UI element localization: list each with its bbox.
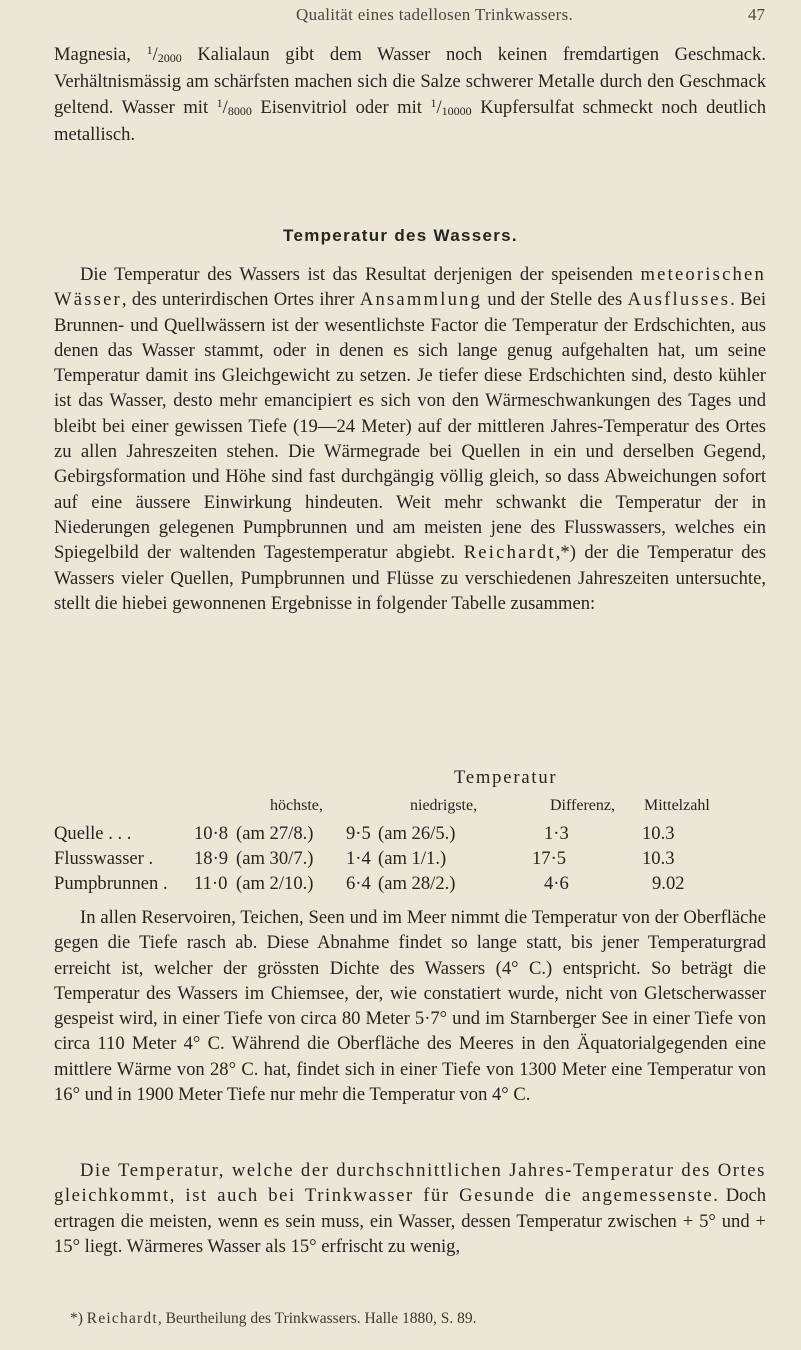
- footnote: [70, 1310, 770, 1328]
- text-run: ,*) der die Temperatur des Wassers vieler Quellen, Pumpbrunnen und Flüsse zu verschiedenen Jahreszeiten untersuchte, stellt die hiebei gewonnenen Ergebnisse in folgender Tabelle zusammen:: [54, 542, 766, 614]
- column-header-mean: Mittelzahl: [644, 797, 710, 814]
- text-run: Kalialaun gibt dem Wasser noch keinen fremdartigen Geschmack. Verhältnismässig am schärfsten machen sich die Salze schwerer Metalle durch den Geschmack geltend. Wasser mit: [54, 44, 766, 118]
- cell-min: 6·4: [346, 873, 371, 894]
- cell-diff: 4·6: [544, 873, 569, 894]
- text-run: Kupfersulfat schmeckt noch deutlich metallisch.: [54, 96, 766, 145]
- table-row: [54, 873, 766, 898]
- cell-min: 9·5: [346, 823, 371, 844]
- cell-min-date: (am 1/1.): [378, 848, 447, 869]
- text-run: Eisenvitriol oder mit: [251, 96, 431, 118]
- cell-mean: 10.3: [642, 823, 675, 844]
- row-label: Flusswasser .: [54, 848, 154, 869]
- cell-min-date: (am 28/2.): [378, 873, 456, 894]
- author-reichardt: Reichardt: [463, 542, 556, 564]
- text-run: . Bei Brunnen- und Quellwässern ist der wesentlichste Factor die Temperatur der Erdschichten, aus denen das Wasser stammt, oder in denen es sich lange genug aufgehalten hat, um seine Temperatur damit ins Gleichgewicht zu setzen. Je tiefer diese Erdschichten sind, desto kühler ist das Wasser, desto mehr emancipiert es sich von den Wärmeschwankungen des Tages und bleibt bei einer gewissen Tiefe (19—24 Meter) auf der mittleren Jahres-Temperatur des Ortes zu allen Jahreszeiten stehen. Die Wärmegrade bei Quellen in ein und derselben Gegend, Gebirgsformation und Höhe sind fast durchgängig völlig gleich, so dass Abweichungen sofort auf eine äussere Einwirkung hindeuten. Weit mehr schwankt die Temperatur der in Niederungen gelegenen Pumpbrunnen und am meisten jene des Flusswassers, welches ein Spiegelbild der waltenden Tagestemperatur abgiebt.: [54, 289, 766, 564]
- cell-min-date: (am 26/5.): [378, 823, 456, 844]
- cell-max: 11·0: [194, 873, 228, 894]
- paragraph-temperatur: [54, 262, 766, 616]
- cell-max-date: (am 30/7.): [236, 848, 314, 869]
- cell-max: 10·8: [194, 823, 229, 844]
- text-run: , des unterirdischen Ortes ihrer: [121, 289, 360, 311]
- fraction-denominator: 2000: [157, 51, 182, 65]
- fraction-numerator: 1: [430, 95, 437, 110]
- section-heading: Temperatur des Wassers.: [283, 226, 518, 245]
- column-header-max: höchste,: [270, 797, 323, 814]
- cell-mean: 10.3: [642, 848, 675, 869]
- row-label: Quelle . . .: [54, 823, 132, 844]
- text-run: und der Stelle des: [482, 289, 628, 311]
- cell-max-date: (am 2/10.): [236, 873, 314, 894]
- paragraph-jahrestemperatur: [54, 1158, 766, 1259]
- table-title: Temperatur: [454, 767, 558, 788]
- cell-min: 1·4: [346, 848, 371, 869]
- footnote-text: , Beurtheilung des Trinkwassers. Halle 1880, S. 89.: [157, 1310, 477, 1327]
- row-label: Pumpbrunnen .: [54, 873, 168, 894]
- cell-diff: 17·5: [532, 848, 567, 869]
- footnote-author: Reichardt: [86, 1310, 158, 1327]
- fraction-numerator: 1: [216, 95, 223, 110]
- spaced-emphasis: meteorischen Wässer: [54, 264, 766, 311]
- fraction-denominator: 10000: [441, 103, 472, 118]
- footnote-mark: *): [70, 1310, 87, 1327]
- running-head-title: Qualität eines tadellosen Trinkwassers.: [296, 5, 574, 24]
- paragraph-magnesia: Magnesia, $^1$/2000 Kalialaun gibt dem Wasser noch keinen fremdartigen Geschmack. Verhältnismässig am schärfsten machen sich die Salze schwerer Metalle durch den Geschmack geltend. Wasser mit $^1$/8000 Eisenvitriol oder mit $^1$/10000 Kupfersulfat schmeckt noch deutlich metallisch.: [54, 43, 766, 145]
- column-header-diff: Differenz,: [550, 797, 615, 814]
- cell-mean: 9.02: [652, 873, 685, 894]
- table-row: [54, 823, 766, 848]
- cell-diff: 1·3: [544, 823, 569, 844]
- paragraph-reservoirs: In allen Reservoiren, Teichen, Seen und im Meer nimmt die Temperatur von der Oberfläche gegen die Tiefe rasch ab. Diese Abnahme findet so lange statt, bis jener Temperaturgrad erreicht ist, welcher der grössten Dichte des Wassers (4° C.) entspricht. So beträgt die Temperatur des Wassers im Chiemsee, der, wie constatiert wurde, nicht von Gletscherwasser gespeist wird, in einer Tiefe von circa 80 Meter 5·7° und im Starnberger See in einer Tiefe von circa 110 Meter 4° C. Während die Oberfläche des Meeres in den Äquatorialgegenden eine mittlere Wärme von 28° C. hat, findet sich in einer Tiefe von 1300 Meter eine Temperatur von 16° und in 1900 Meter Tiefe nur mehr die Temperatur von 4° C.: [54, 907, 766, 1106]
- spaced-emphasis: Ansammlung: [359, 289, 483, 311]
- spaced-emphasis: Die Temperatur, welche der durchschnittlichen Jahres-Temperatur des Ortes gleichkommt, ist auch bei Trinkwasser für Gesunde die angemessenste: [54, 1160, 766, 1207]
- table-row: [54, 848, 766, 873]
- text-run: . Doch ertragen die meisten, wenn es sein muss, ein Wasser, dessen Temperatur zwischen + 5° und + 15° liegt. Wärmeres Wasser als 15° erfrischt zu wenig,: [54, 1185, 766, 1257]
- column-header-min: niedrigste,: [410, 797, 478, 814]
- text-run: Magnesia,: [54, 44, 147, 65]
- page-number: 47: [748, 5, 765, 24]
- spaced-emphasis: Ausflusses: [627, 289, 731, 311]
- fraction-numerator: 1: [146, 43, 153, 57]
- cell-max-date: (am 27/8.): [236, 823, 314, 844]
- cell-max: 18·9: [194, 848, 229, 869]
- fraction-denominator: 8000: [227, 103, 252, 118]
- text-run: Die Temperatur des Wassers ist das Resultat derjenigen der speisenden: [80, 264, 641, 285]
